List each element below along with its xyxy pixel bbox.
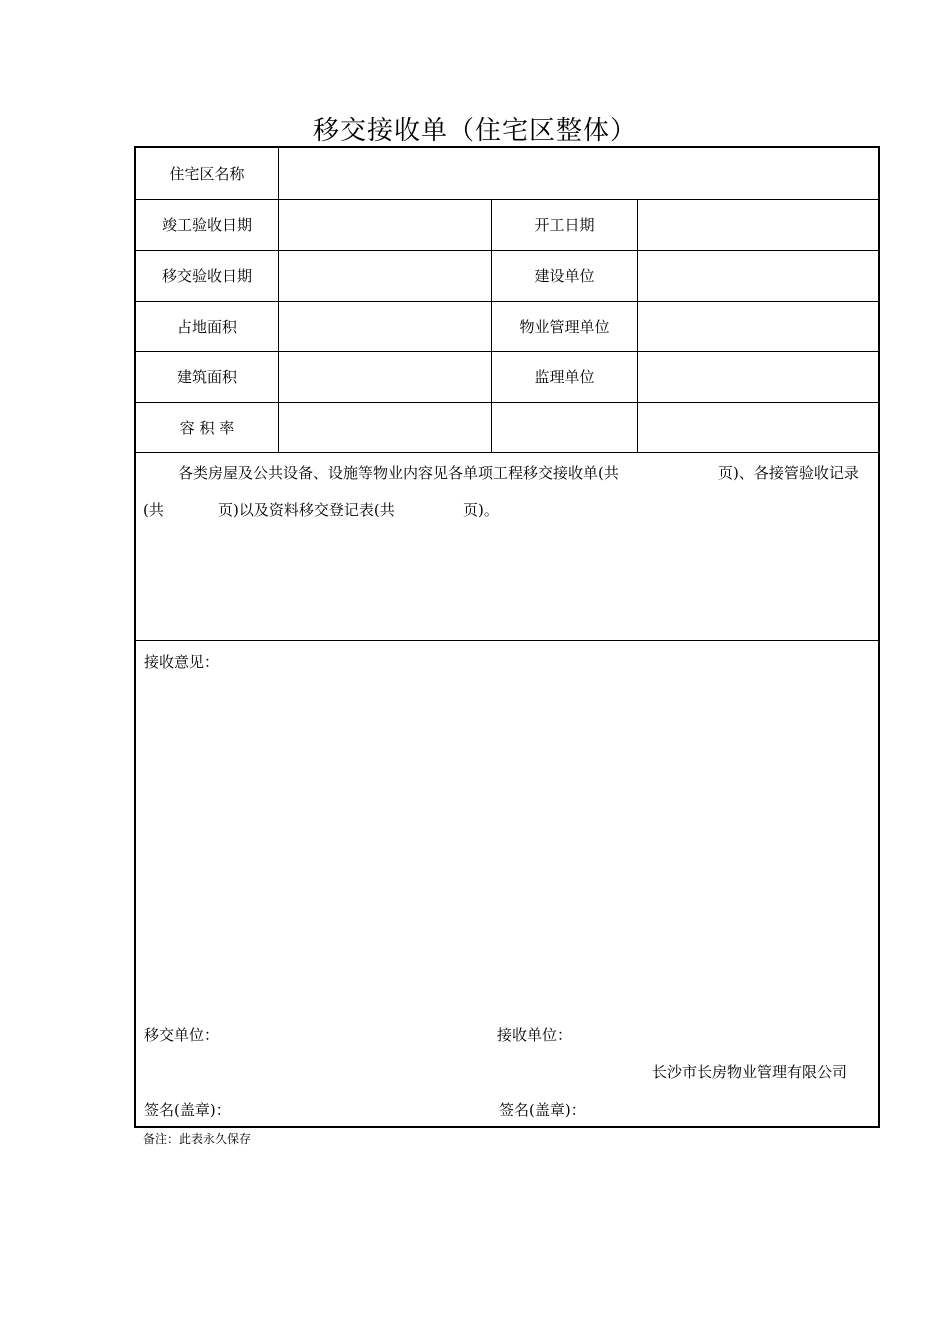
blank-cell[interactable]: [492, 402, 637, 452]
content-line1-end: 页)、各接管验收记录: [718, 464, 859, 482]
plot-ratio-label: 容 积 率: [179, 418, 235, 437]
building-area-label: 建筑面积: [176, 368, 237, 386]
completion-date-label: 竣工验收日期: [161, 216, 252, 234]
supervisor-field[interactable]: [638, 351, 878, 402]
land-area-field[interactable]: [279, 301, 491, 351]
completion-date-field[interactable]: [279, 199, 491, 250]
left-signature-label: 签名(盖章)：: [144, 1101, 231, 1119]
content-line2-end: 页)。: [463, 501, 499, 519]
developer-label: 建设单位: [534, 267, 595, 285]
company-name: 长沙市长房物业管理有限公司: [652, 1063, 848, 1081]
handover-date-label: 移交验收日期: [161, 267, 252, 285]
handover-date-field[interactable]: [279, 250, 491, 301]
land-area-label: 占地面积: [176, 317, 237, 336]
plot-ratio-field[interactable]: [279, 402, 491, 452]
footnote: 备注：此表永久保存: [143, 1132, 252, 1146]
content-line1-start: 各类房屋及公共设备、设施等物业内容见各单项工程移交接收单(共: [178, 464, 619, 482]
opinion-label: 接收意见：: [144, 653, 220, 671]
estate-name-label: 住宅区名称: [169, 165, 245, 183]
right-signature-label: 签名(盖章)：: [499, 1101, 586, 1119]
building-area-field[interactable]: [279, 351, 491, 402]
content-line2-middle: 页)以及资料移交登记表(共: [218, 501, 395, 519]
row-divider: [136, 452, 878, 453]
page-title: 移交接收单（住宅区整体）: [312, 116, 637, 146]
handover-unit-label: 移交单位：: [144, 1026, 220, 1044]
supervisor-label: 监理单位: [534, 368, 595, 386]
property-mgmt-field[interactable]: [638, 301, 878, 351]
start-date-field[interactable]: [638, 199, 878, 250]
row-divider: [136, 640, 878, 641]
handover-form: [134, 146, 880, 1128]
developer-field[interactable]: [638, 250, 878, 301]
content-line2-start: (共: [143, 501, 164, 519]
blank-cell[interactable]: [638, 402, 878, 452]
property-mgmt-label: 物业管理单位: [519, 317, 610, 336]
receiver-unit-label: 接收单位：: [497, 1026, 573, 1044]
estate-name-field[interactable]: [279, 148, 878, 199]
start-date-label: 开工日期: [534, 216, 595, 234]
